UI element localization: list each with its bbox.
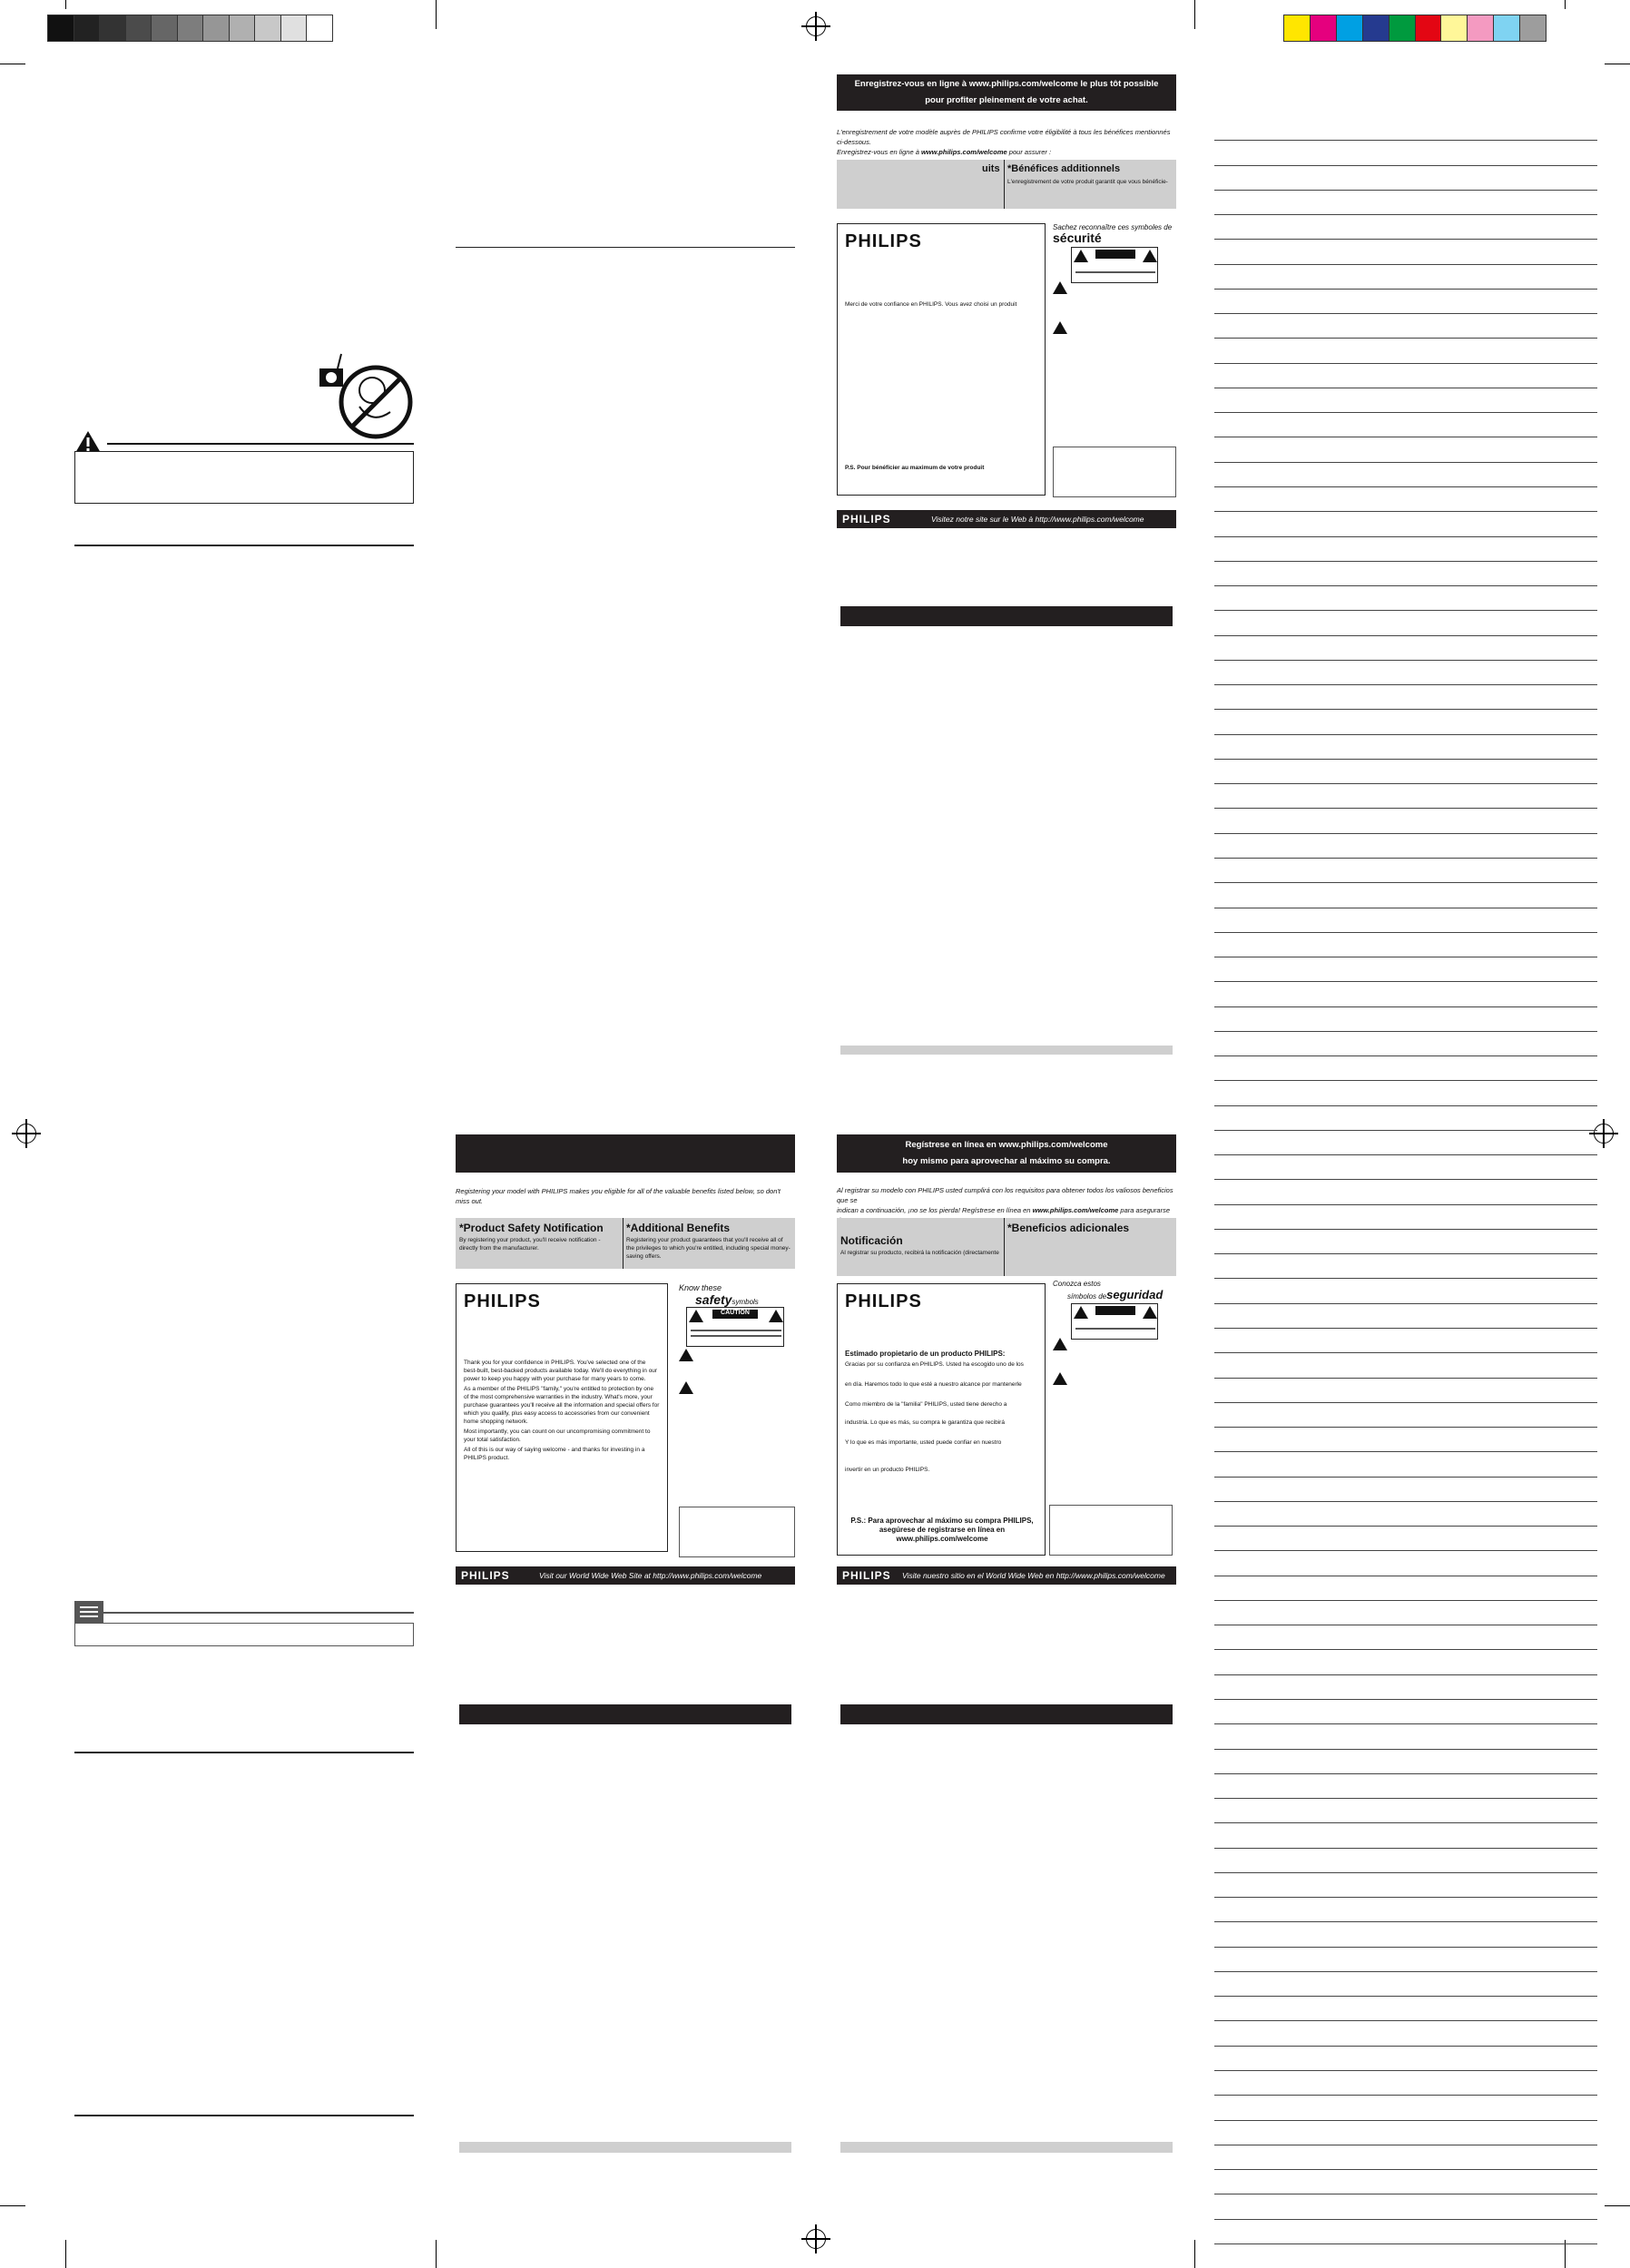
spanish-card-line: invertir en un producto PHILIPS. — [845, 1467, 930, 1473]
ruled-line — [1214, 215, 1597, 240]
ruled-line — [1214, 1650, 1597, 1674]
ruled-line — [1214, 240, 1597, 264]
english-section-bar — [459, 1704, 791, 1724]
english-safety-line2: safety — [695, 1292, 732, 1307]
gray-swatch — [306, 15, 333, 42]
english-box1-title: *Product Safety Notification — [459, 1222, 604, 1234]
english-card-paragraph: Thank you for your confidence in PHILIPS. You've selected one of the best-built, best-backed products available today. We'll do everything in our power to keep you happy with your purchase for many years to come. — [464, 1360, 658, 1382]
ruled-line — [1214, 1972, 1597, 1997]
caution-label-graphic — [1071, 247, 1158, 283]
spanish-intro-line1: Al registrar su modelo con PHILIPS usted cumplirá con los requisitos para obtener todos los valiosos beneficios que se — [837, 1186, 1173, 1204]
ruled-line — [1214, 1774, 1597, 1799]
gray-swatch — [151, 15, 178, 42]
spanish-box2-title: *Beneficios adicionales — [1007, 1222, 1130, 1234]
gray-swatch — [177, 15, 204, 42]
spanish-footer-bar — [837, 1566, 1176, 1585]
gray-swatch — [202, 15, 230, 42]
color-swatch — [1283, 15, 1311, 42]
spanish-card-heading: Estimado propietario de un producto PHILIPS: — [845, 1350, 1006, 1358]
crop-mark — [436, 2240, 437, 2268]
crop-mark — [65, 0, 66, 9]
ruled-line — [1214, 364, 1597, 388]
english-footer-text: Visit our World Wide Web Site at http://www.philips.com/welcome — [539, 1571, 762, 1580]
french-box1-title: uits — [982, 163, 1000, 174]
french-card-text: Merci de votre confiance en PHILIPS. Vous avez choisi un produit — [845, 301, 1017, 308]
french-box2-title: *Bénéfices additionnels — [1007, 163, 1121, 174]
french-footer-bar — [837, 510, 1176, 528]
exclamation-triangle-icon — [679, 1381, 693, 1394]
ruled-line — [1214, 1948, 1597, 1972]
english-small-box — [679, 1507, 795, 1557]
ruled-line — [1214, 1106, 1597, 1131]
registration-mark-icon — [16, 1124, 36, 1144]
ruled-line — [1214, 1849, 1597, 1873]
ruled-line — [1214, 1056, 1597, 1081]
philips-logo: PHILIPS — [842, 1569, 891, 1582]
ruled-line — [1214, 1452, 1597, 1477]
english-banner — [456, 1134, 795, 1173]
ruled-line — [1214, 191, 1597, 215]
ruled-line — [1214, 116, 1597, 141]
ruled-line — [1214, 1576, 1597, 1601]
ruled-line — [1214, 1675, 1597, 1700]
english-safety-line1: Know these — [679, 1283, 722, 1292]
spanish-small-box — [1049, 1505, 1173, 1556]
ruled-line — [1214, 2170, 1597, 2194]
ruled-line — [1214, 2145, 1597, 2170]
exclamation-triangle-icon — [1143, 1306, 1157, 1319]
warning-box — [74, 451, 414, 504]
french-intro — [837, 127, 1176, 157]
ruled-line — [1214, 2121, 1597, 2145]
lightning-triangle-icon — [1053, 1338, 1067, 1350]
philips-logo: PHILIPS — [461, 1569, 510, 1582]
ruled-lines — [1214, 116, 1597, 2244]
spanish-card-line: industria. Lo que es más, su compra le garantiza que recibirá — [845, 1419, 1005, 1426]
ruled-line — [1214, 1403, 1597, 1428]
french-safety-line1: Sachez reconnaître ces symboles de — [1053, 223, 1173, 231]
french-banner-line1: Enregistrez-vous en ligne à www.philips.com/welcome le plus tôt possible — [854, 79, 1159, 89]
ruled-line — [1214, 1155, 1597, 1180]
crop-mark — [65, 2240, 66, 2268]
english-card-paragraph: As a member of the PHILIPS "family," you're entitled to protection by one of the most comprehensive warranties in the industry. What's more, your purchase guarantees you'll receive all the information and special offers for which you qualify, plus easy access to accessories from our convenient home shopping network. — [464, 1386, 660, 1425]
ruled-line — [1214, 265, 1597, 290]
ruled-line — [1214, 784, 1597, 809]
french-intro-line2-prefix: Enregistrez-vous en ligne à — [837, 148, 921, 156]
spanish-welcome-card — [837, 1283, 1046, 1556]
ruled-line — [1214, 1502, 1597, 1527]
color-swatch — [1389, 15, 1416, 42]
ruled-line — [1214, 710, 1597, 734]
ruled-line — [1214, 586, 1597, 611]
color-swatch — [1310, 15, 1337, 42]
philips-logo: PHILIPS — [845, 1291, 922, 1311]
gray-swatch — [125, 15, 152, 42]
exclamation-triangle-icon — [769, 1310, 783, 1322]
spanish-grey-strip — [840, 2142, 1173, 2153]
warning-header-line — [107, 443, 414, 445]
ruled-line — [1214, 735, 1597, 760]
ruled-line — [1214, 314, 1597, 339]
color-swatch — [1440, 15, 1468, 42]
crop-mark — [1194, 2240, 1195, 2268]
english-welcome-card — [456, 1283, 668, 1552]
ruled-line — [1214, 2194, 1597, 2219]
french-benefits-box — [837, 160, 1176, 209]
ruled-line — [1214, 834, 1597, 859]
ruled-line — [1214, 1131, 1597, 1155]
crop-mark — [1565, 0, 1566, 9]
ruled-line — [1214, 1032, 1597, 1056]
ruled-line — [1214, 661, 1597, 685]
lightning-triangle-icon — [1074, 1306, 1088, 1319]
spanish-box1-title: Notificación — [840, 1234, 903, 1247]
spanish-banner-line2: hoy mismo para aprovechar al máximo su compra. — [902, 1156, 1111, 1166]
gray-swatch — [99, 15, 126, 42]
note-header-line — [103, 1612, 414, 1614]
ruled-line — [1214, 1898, 1597, 1922]
spanish-card-line: en día. Haremos todo lo que esté a nuestro alcance por mantenerle — [845, 1381, 1022, 1388]
registration-mark-icon — [806, 16, 826, 36]
ruled-line — [1214, 908, 1597, 933]
spanish-card-ps — [845, 1517, 1039, 1544]
english-card-paragraph: All of this is our way of saying welcome - and thanks for investing in a PHILIPS product. — [464, 1447, 645, 1461]
spanish-safety-line2: símbolos de — [1067, 1292, 1107, 1301]
ruled-line — [1214, 437, 1597, 462]
ruled-line — [1214, 2220, 1597, 2244]
gray-swatch — [254, 15, 281, 42]
ruled-line — [1214, 2096, 1597, 2120]
english-grey-strip — [459, 2142, 791, 2153]
section-divider — [74, 2115, 414, 2116]
philips-logo: PHILIPS — [845, 231, 922, 251]
french-safety-line2: sécurité — [1053, 231, 1102, 245]
color-swatch — [1467, 15, 1494, 42]
ruled-line — [1214, 611, 1597, 635]
ruled-line — [1214, 1527, 1597, 1551]
section-divider — [456, 247, 795, 248]
ruled-line — [1214, 1922, 1597, 1947]
ruled-line — [1214, 562, 1597, 586]
ruled-line — [1214, 1081, 1597, 1105]
english-box1-text: By registering your product, you'll receive notification - directly from the manufacturer. — [459, 1237, 601, 1252]
spanish-box1-text: Al registrar su producto, recibirá la notificación (directamente — [840, 1250, 999, 1256]
spanish-intro-url[interactable]: www.philips.com/welcome — [1032, 1206, 1119, 1214]
ruled-line — [1214, 339, 1597, 363]
note-box — [74, 1623, 414, 1646]
spanish-card-line: Y lo que es más importante, usted puede confiar en nuestro — [845, 1439, 1002, 1446]
spanish-banner — [837, 1134, 1176, 1173]
french-grey-strip — [840, 1046, 1173, 1055]
ruled-line — [1214, 537, 1597, 562]
ruled-line — [1214, 809, 1597, 833]
ruled-line — [1214, 2047, 1597, 2071]
exclamation-triangle-icon — [1053, 1372, 1067, 1385]
ruled-line — [1214, 1478, 1597, 1502]
crop-mark — [0, 2205, 25, 2206]
color-swatch — [1415, 15, 1442, 42]
ruled-line — [1214, 1353, 1597, 1378]
lightning-triangle-icon — [679, 1349, 693, 1361]
ruled-line — [1214, 685, 1597, 710]
caution-text: CAUTION — [712, 1310, 758, 1319]
ruled-line — [1214, 957, 1597, 982]
lightning-triangle-icon — [1053, 281, 1067, 294]
french-banner — [837, 74, 1176, 111]
ruled-line — [1214, 487, 1597, 512]
spanish-safety-line3: seguridad — [1106, 1288, 1164, 1301]
ruled-line — [1214, 933, 1597, 957]
ruled-line — [1214, 388, 1597, 413]
note-icon — [74, 1601, 103, 1623]
ruled-line — [1214, 1750, 1597, 1774]
exclamation-triangle-icon — [1143, 250, 1157, 262]
ruled-line — [1214, 2021, 1597, 2046]
exclamation-triangle-icon — [1053, 321, 1067, 334]
crop-mark — [436, 0, 437, 29]
ruled-line — [1214, 413, 1597, 437]
caution-label-graphic — [686, 1307, 784, 1347]
spanish-intro-line2-suffix: para asegurarse — [1120, 1206, 1171, 1214]
section-divider — [74, 1752, 414, 1753]
spanish-card-line: Gracias por su confianza en PHILIPS. Usted ha escogido uno de los — [845, 1361, 1024, 1368]
english-intro: Registering your model with PHILIPS makes you eligible for all of the valuable benefits listed below, so don't miss out. — [456, 1187, 781, 1205]
french-section-bar — [840, 606, 1173, 626]
french-intro-line1: L'enregistrement de votre modèle auprès de PHILIPS confirme votre éligibilité à tous les bénéfices mentionnés ci-dessous. — [837, 128, 1171, 146]
ruled-line — [1214, 1379, 1597, 1403]
ruled-line — [1214, 463, 1597, 487]
english-box2-text: Registering your product guarantees that you'll receive all of the privileges to which you're entitled, including special money-saving offers. — [626, 1237, 790, 1260]
french-banner-line2: pour profiter pleinement de votre achat. — [925, 95, 1088, 105]
ruled-line — [1214, 512, 1597, 536]
french-welcome-card — [837, 223, 1046, 496]
ruled-line — [1214, 636, 1597, 661]
english-footer-bar — [456, 1566, 795, 1585]
color-swatch — [1493, 15, 1520, 42]
spanish-footer-text: Visite nuestro sitio en el World Wide Web en http://www.philips.com/welcome — [902, 1571, 1165, 1580]
philips-logo: PHILIPS — [842, 513, 891, 525]
french-intro-url[interactable]: www.philips.com/welcome — [920, 148, 1007, 156]
english-box2-title: *Additional Benefits — [626, 1222, 731, 1234]
crop-mark — [1605, 2205, 1630, 2206]
spanish-section-bar — [840, 1704, 1173, 1724]
ruled-line — [1214, 859, 1597, 883]
ruled-line — [1214, 1329, 1597, 1353]
english-card-body — [464, 1359, 660, 1464]
english-benefits-box — [456, 1218, 795, 1269]
ruled-line — [1214, 1180, 1597, 1204]
color-swatch — [1362, 15, 1389, 42]
spanish-card-ps-line1: P.S.: Para aprovechar al máximo su compra PHILIPS, — [850, 1517, 1034, 1525]
gray-swatch — [229, 15, 256, 42]
spanish-card-ps-line3: www.philips.com/welcome — [896, 1535, 988, 1543]
ruled-line — [1214, 1205, 1597, 1230]
spanish-benefits-box — [837, 1218, 1176, 1276]
color-swatch — [1519, 15, 1547, 42]
lightning-triangle-icon — [689, 1310, 703, 1322]
spanish-card-ps-line2: asegúrese de registrarse en línea en — [879, 1526, 1006, 1534]
french-box2-text: L'enregistrement de votre produit garantit que vous bénéficie- — [1007, 179, 1168, 185]
spanish-safety-line1: Conozca estos — [1053, 1280, 1101, 1288]
ruled-line — [1214, 1700, 1597, 1724]
ruled-line — [1214, 2071, 1597, 2096]
ruled-line — [1214, 1873, 1597, 1898]
ruled-line — [1214, 1007, 1597, 1032]
french-footer-text: Visitez notre site sur le Web à http://www.philips.com/welcome — [931, 515, 1144, 524]
ruled-line — [1214, 1997, 1597, 2021]
ruled-line — [1214, 1799, 1597, 1823]
ruled-line — [1214, 1254, 1597, 1279]
ruled-line — [1214, 1625, 1597, 1650]
ruled-line — [1214, 1823, 1597, 1848]
ruled-line — [1214, 883, 1597, 908]
french-intro-line2-suffix: pour assurer : — [1006, 148, 1052, 156]
ruled-line — [1214, 166, 1597, 191]
child-safety-icon — [316, 352, 416, 443]
spanish-card-line: Como miembro de la "familia" PHILIPS, usted tiene derecho a — [845, 1401, 1007, 1408]
spanish-intro-line2-prefix: indican a continuación, ¡no se los pierda! Regístrese en línea en — [837, 1206, 1033, 1214]
ruled-line — [1214, 1724, 1597, 1749]
ruled-line — [1214, 1304, 1597, 1329]
registration-mark-icon — [806, 2229, 826, 2249]
french-card-ps: P.S. Pour bénéficier au maximum de votre produit — [845, 465, 985, 471]
gray-swatch — [280, 15, 308, 42]
gray-swatch — [74, 15, 101, 42]
gray-swatch — [47, 15, 74, 42]
lightning-triangle-icon — [1074, 250, 1088, 262]
section-divider — [74, 545, 414, 546]
ruled-line — [1214, 290, 1597, 314]
color-swatch — [1336, 15, 1363, 42]
crop-mark — [1194, 0, 1195, 29]
caution-label-graphic — [1071, 1303, 1158, 1340]
french-small-box — [1053, 447, 1176, 497]
ruled-line — [1214, 1279, 1597, 1303]
philips-logo: PHILIPS — [464, 1291, 541, 1311]
ruled-line — [1214, 141, 1597, 165]
ruled-line — [1214, 760, 1597, 784]
english-card-paragraph: Most importantly, you can count on our uncompromising commitment to your total satisfaction. — [464, 1429, 651, 1443]
english-safety-line3: symbols — [732, 1298, 759, 1306]
ruled-line — [1214, 1230, 1597, 1254]
ruled-line — [1214, 1601, 1597, 1625]
ruled-line — [1214, 1428, 1597, 1452]
spanish-banner-line1: Regístrese en línea en www.philips.com/welcome — [905, 1140, 1108, 1150]
ruled-line — [1214, 1551, 1597, 1576]
ruled-line — [1214, 982, 1597, 1006]
